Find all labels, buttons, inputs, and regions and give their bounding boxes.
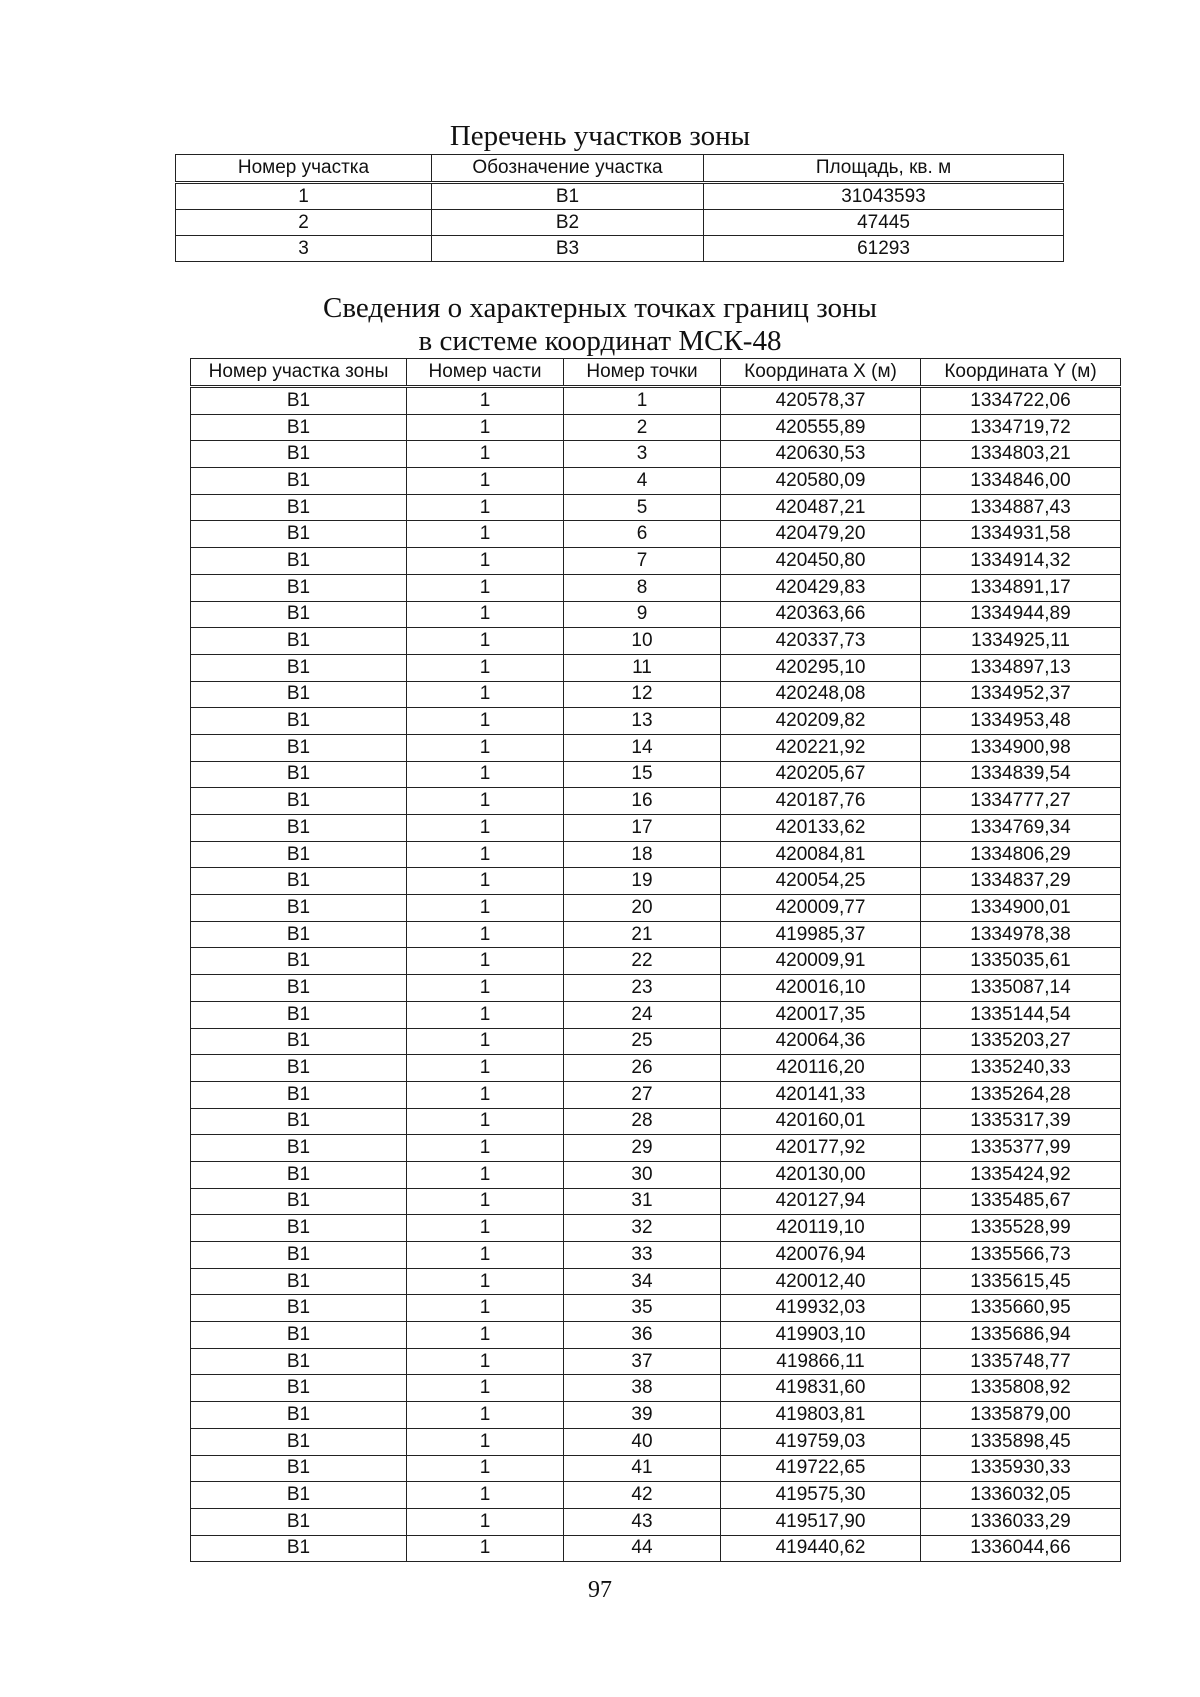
table-cell: 1335485,67 <box>921 1188 1121 1215</box>
points-table-row <box>191 1188 1121 1215</box>
table-cell: В1 <box>191 387 407 415</box>
table-cell: В1 <box>191 868 407 895</box>
points-table-row <box>191 1001 1121 1028</box>
table-cell: 1335087,14 <box>921 975 1121 1002</box>
table-cell: 420578,37 <box>721 387 921 415</box>
points-table-row <box>191 868 1121 895</box>
plots-table <box>175 154 1064 262</box>
table-cell: 420555,89 <box>721 414 921 441</box>
table-cell: 1 <box>407 548 564 575</box>
table-cell: 420009,77 <box>721 895 921 922</box>
table-cell: В1 <box>191 1242 407 1269</box>
table-cell: В1 <box>191 734 407 761</box>
points-table-row <box>191 521 1121 548</box>
table-cell: 420487,21 <box>721 494 921 521</box>
table-cell: 1335377,99 <box>921 1135 1121 1162</box>
points-header-cell: Номер части <box>407 359 564 387</box>
points-table-row <box>191 548 1121 575</box>
table-cell: 420450,80 <box>721 548 921 575</box>
points-table-row <box>191 921 1121 948</box>
table-cell: 1 <box>407 841 564 868</box>
table-cell: В1 <box>191 574 407 601</box>
points-table-row <box>191 841 1121 868</box>
table-cell: 420054,25 <box>721 868 921 895</box>
table-cell: 28 <box>564 1108 721 1135</box>
table-cell: 1334837,29 <box>921 868 1121 895</box>
table-cell: 11 <box>564 654 721 681</box>
table-cell: 19 <box>564 868 721 895</box>
table-cell: 1 <box>407 521 564 548</box>
table-cell: 17 <box>564 815 721 842</box>
points-table-row <box>191 975 1121 1002</box>
table-cell: 1 <box>407 868 564 895</box>
table-cell: В1 <box>191 1108 407 1135</box>
table-cell: 1334978,38 <box>921 921 1121 948</box>
points-table-row <box>191 1268 1121 1295</box>
table-cell: 1 <box>407 1055 564 1082</box>
table-cell: В3 <box>432 236 704 262</box>
table-cell: 38 <box>564 1375 721 1402</box>
table-cell: 420064,36 <box>721 1028 921 1055</box>
table-cell: 1334887,43 <box>921 494 1121 521</box>
points-header-cell: Координата X (м) <box>721 359 921 387</box>
table-cell: В1 <box>191 761 407 788</box>
table-cell: 16 <box>564 788 721 815</box>
table-cell: 24 <box>564 1001 721 1028</box>
table-cell: 26 <box>564 1055 721 1082</box>
points-table-row <box>191 1455 1121 1482</box>
points-table <box>190 358 1121 1562</box>
table-cell: 420084,81 <box>721 841 921 868</box>
table-cell: 31043593 <box>704 183 1064 210</box>
table-cell: 1336032,05 <box>921 1482 1121 1509</box>
table-cell: 1334806,29 <box>921 841 1121 868</box>
table-cell: 1335808,92 <box>921 1375 1121 1402</box>
table-cell: 1 <box>407 1455 564 1482</box>
table-cell: 1336044,66 <box>921 1535 1121 1562</box>
table-cell: В1 <box>191 1295 407 1322</box>
table-cell: 1 <box>407 574 564 601</box>
table-cell: 1 <box>407 654 564 681</box>
table-cell: 1335566,73 <box>921 1242 1121 1269</box>
table-cell: 1 <box>407 975 564 1002</box>
table-cell: В1 <box>191 948 407 975</box>
table-cell: 1 <box>407 1402 564 1429</box>
table-cell: 420116,20 <box>721 1055 921 1082</box>
table-cell: В1 <box>191 681 407 708</box>
table-cell: 420363,66 <box>721 601 921 628</box>
table-cell: 420016,10 <box>721 975 921 1002</box>
table-cell: 419759,03 <box>721 1428 921 1455</box>
points-table-row <box>191 387 1121 415</box>
table-cell: 1335203,27 <box>921 1028 1121 1055</box>
table-cell: 1334931,58 <box>921 521 1121 548</box>
table-cell: 7 <box>564 548 721 575</box>
table-cell: В1 <box>191 1482 407 1509</box>
table-cell: 1 <box>407 1188 564 1215</box>
table-cell: 1 <box>407 761 564 788</box>
table-cell: 1 <box>407 815 564 842</box>
points-table-row <box>191 1482 1121 1509</box>
table-cell: 1 <box>407 1161 564 1188</box>
table-cell: 8 <box>564 574 721 601</box>
table-cell: В1 <box>191 895 407 922</box>
table-cell: 1335424,92 <box>921 1161 1121 1188</box>
points-title-line2: в системе координат МСК-48 <box>418 325 782 357</box>
table-cell: 1 <box>407 1535 564 1562</box>
table-cell: В1 <box>191 815 407 842</box>
points-table-row <box>191 1081 1121 1108</box>
table-cell: 14 <box>564 734 721 761</box>
points-table-row <box>191 1242 1121 1269</box>
table-cell: 1 <box>407 1322 564 1349</box>
table-cell: 2 <box>176 210 432 236</box>
table-cell: 1 <box>407 628 564 655</box>
table-cell: 15 <box>564 761 721 788</box>
table-cell: 420337,73 <box>721 628 921 655</box>
table-cell: 42 <box>564 1482 721 1509</box>
table-cell: В1 <box>191 1188 407 1215</box>
table-cell: 419903,10 <box>721 1322 921 1349</box>
table-cell: 1335930,33 <box>921 1455 1121 1482</box>
table-cell: 1335660,95 <box>921 1295 1121 1322</box>
table-cell: 420479,20 <box>721 521 921 548</box>
table-cell: 1 <box>407 1428 564 1455</box>
table-cell: В1 <box>191 494 407 521</box>
table-cell: 420009,91 <box>721 948 921 975</box>
points-table-row <box>191 788 1121 815</box>
table-cell: 1336033,29 <box>921 1508 1121 1535</box>
table-cell: 43 <box>564 1508 721 1535</box>
table-cell: 420221,92 <box>721 734 921 761</box>
table-cell: 1334900,98 <box>921 734 1121 761</box>
table-cell: 1 <box>407 1375 564 1402</box>
points-table-row <box>191 494 1121 521</box>
points-table-row <box>191 654 1121 681</box>
table-cell: 31 <box>564 1188 721 1215</box>
table-cell: 37 <box>564 1348 721 1375</box>
table-cell: 33 <box>564 1242 721 1269</box>
table-cell: 1 <box>407 387 564 415</box>
table-cell: 1334719,72 <box>921 414 1121 441</box>
table-cell: 420119,10 <box>721 1215 921 1242</box>
table-cell: В1 <box>191 1322 407 1349</box>
table-cell: 1334846,00 <box>921 468 1121 495</box>
table-cell: 1334891,17 <box>921 574 1121 601</box>
plots-header-cell: Обозначение участка <box>432 155 704 183</box>
table-cell: 419575,30 <box>721 1482 921 1509</box>
points-table-row <box>191 1375 1121 1402</box>
table-cell: 1334944,89 <box>921 601 1121 628</box>
table-cell: 47445 <box>704 210 1064 236</box>
table-cell: 1335317,39 <box>921 1108 1121 1135</box>
table-cell: В1 <box>191 1268 407 1295</box>
points-table-row <box>191 1135 1121 1162</box>
points-table-row <box>191 1215 1121 1242</box>
table-cell: 420580,09 <box>721 468 921 495</box>
table-cell: 1334777,27 <box>921 788 1121 815</box>
table-cell: 36 <box>564 1322 721 1349</box>
points-table-row <box>191 1295 1121 1322</box>
points-table-body <box>191 387 1121 1562</box>
table-cell: 1 <box>407 1028 564 1055</box>
table-cell: 10 <box>564 628 721 655</box>
table-cell: В1 <box>191 921 407 948</box>
table-cell: 420076,94 <box>721 1242 921 1269</box>
table-cell: 419440,62 <box>721 1535 921 1562</box>
points-table-row <box>191 1161 1121 1188</box>
table-cell: 420127,94 <box>721 1188 921 1215</box>
points-header-cell: Номер участка зоны <box>191 359 407 387</box>
table-cell: 420187,76 <box>721 788 921 815</box>
table-cell: 41 <box>564 1455 721 1482</box>
table-cell: В1 <box>191 1535 407 1562</box>
table-cell: 1 <box>407 1135 564 1162</box>
table-cell: 419831,60 <box>721 1375 921 1402</box>
table-cell: 1 <box>407 1268 564 1295</box>
table-cell: В1 <box>191 1001 407 1028</box>
points-table-row <box>191 1055 1121 1082</box>
points-table-row <box>191 441 1121 468</box>
plots-table-row <box>176 210 1064 236</box>
table-cell: 420160,01 <box>721 1108 921 1135</box>
table-cell: 29 <box>564 1135 721 1162</box>
table-cell: В1 <box>191 1135 407 1162</box>
table-cell: 1334914,32 <box>921 548 1121 575</box>
points-table-row <box>191 1402 1121 1429</box>
table-cell: 39 <box>564 1402 721 1429</box>
plots-table-body <box>176 183 1064 262</box>
table-cell: 1335528,99 <box>921 1215 1121 1242</box>
table-cell: 1 <box>407 1348 564 1375</box>
table-cell: В1 <box>191 1348 407 1375</box>
table-cell: 18 <box>564 841 721 868</box>
table-cell: 420017,35 <box>721 1001 921 1028</box>
table-cell: В1 <box>191 1081 407 1108</box>
table-cell: 1 <box>407 948 564 975</box>
table-cell: В1 <box>191 1028 407 1055</box>
table-cell: 12 <box>564 681 721 708</box>
table-cell: 1335615,45 <box>921 1268 1121 1295</box>
table-cell: 1335240,33 <box>921 1055 1121 1082</box>
table-cell: В1 <box>191 975 407 1002</box>
table-cell: 420248,08 <box>721 681 921 708</box>
table-cell: В1 <box>191 1161 407 1188</box>
points-table-row <box>191 815 1121 842</box>
table-cell: В1 <box>191 1215 407 1242</box>
table-cell: 1335879,00 <box>921 1402 1121 1429</box>
table-cell: 21 <box>564 921 721 948</box>
points-table-row <box>191 1428 1121 1455</box>
table-cell: В2 <box>432 210 704 236</box>
table-cell: 1335898,45 <box>921 1428 1121 1455</box>
table-cell: 420177,92 <box>721 1135 921 1162</box>
plots-table-header-row <box>176 155 1064 183</box>
table-cell: В1 <box>191 1428 407 1455</box>
table-cell: 4 <box>564 468 721 495</box>
table-cell: 1335035,61 <box>921 948 1121 975</box>
table-cell: В1 <box>191 841 407 868</box>
table-cell: В1 <box>432 183 704 210</box>
table-cell: 420205,67 <box>721 761 921 788</box>
table-cell: 419517,90 <box>721 1508 921 1535</box>
points-title-line1: Сведения о характерных точках границ зоны <box>323 292 877 324</box>
table-cell: В1 <box>191 1508 407 1535</box>
table-cell: 1 <box>407 788 564 815</box>
table-cell: 44 <box>564 1535 721 1562</box>
table-cell: 1 <box>407 1215 564 1242</box>
table-cell: В1 <box>191 1402 407 1429</box>
table-cell: 1 <box>407 601 564 628</box>
points-table-row <box>191 1108 1121 1135</box>
table-cell: 420141,33 <box>721 1081 921 1108</box>
table-cell: 1 <box>564 387 721 415</box>
table-cell: 1 <box>407 494 564 521</box>
points-table-row <box>191 681 1121 708</box>
table-cell: 1 <box>407 1295 564 1322</box>
table-cell: В1 <box>191 708 407 735</box>
table-cell: 1335264,28 <box>921 1081 1121 1108</box>
table-cell: 5 <box>564 494 721 521</box>
table-cell: 420012,40 <box>721 1268 921 1295</box>
table-cell: 1335144,54 <box>921 1001 1121 1028</box>
table-cell: 1 <box>407 1482 564 1509</box>
table-cell: В1 <box>191 654 407 681</box>
table-cell: 9 <box>564 601 721 628</box>
table-cell: 1 <box>407 1001 564 1028</box>
table-cell: 32 <box>564 1215 721 1242</box>
table-cell: 1 <box>407 734 564 761</box>
table-cell: 1 <box>407 468 564 495</box>
points-table-row <box>191 1322 1121 1349</box>
table-cell: 1334953,48 <box>921 708 1121 735</box>
table-cell: 420133,62 <box>721 815 921 842</box>
table-cell: 1335686,94 <box>921 1322 1121 1349</box>
table-cell: 420630,53 <box>721 441 921 468</box>
table-cell: 40 <box>564 1428 721 1455</box>
points-table-header-row <box>191 359 1121 387</box>
table-cell: 61293 <box>704 236 1064 262</box>
points-table-row <box>191 628 1121 655</box>
table-cell: 1334769,34 <box>921 815 1121 842</box>
points-table-row <box>191 708 1121 735</box>
points-table-row <box>191 895 1121 922</box>
table-cell: 3 <box>564 441 721 468</box>
table-cell: 1 <box>407 921 564 948</box>
table-cell: В1 <box>191 521 407 548</box>
table-cell: 27 <box>564 1081 721 1108</box>
table-cell: 419722,65 <box>721 1455 921 1482</box>
plots-table-row <box>176 236 1064 262</box>
points-table-row <box>191 414 1121 441</box>
table-cell: 1 <box>407 1508 564 1535</box>
table-cell: 1334900,01 <box>921 895 1121 922</box>
table-cell: В1 <box>191 468 407 495</box>
table-cell: 1 <box>407 708 564 735</box>
plots-title: Перечень участков зоны <box>449 120 751 152</box>
table-cell: 1 <box>407 441 564 468</box>
points-table-row <box>191 1348 1121 1375</box>
table-cell: 1 <box>407 1081 564 1108</box>
points-table-row <box>191 734 1121 761</box>
points-table-row <box>191 601 1121 628</box>
table-cell: 1 <box>407 414 564 441</box>
table-cell: 1334897,13 <box>921 654 1121 681</box>
table-cell: 25 <box>564 1028 721 1055</box>
table-cell: В1 <box>191 1455 407 1482</box>
table-cell: 1 <box>407 681 564 708</box>
table-cell: 1335748,77 <box>921 1348 1121 1375</box>
table-cell: 35 <box>564 1295 721 1322</box>
table-cell: 6 <box>564 521 721 548</box>
points-table-row <box>191 574 1121 601</box>
table-cell: В1 <box>191 548 407 575</box>
table-cell: В1 <box>191 628 407 655</box>
table-cell: В1 <box>191 1055 407 1082</box>
table-cell: 419803,81 <box>721 1402 921 1429</box>
points-table-row <box>191 948 1121 975</box>
table-cell: 1334803,21 <box>921 441 1121 468</box>
table-cell: 419932,03 <box>721 1295 921 1322</box>
plots-header-cell: Площадь, кв. м <box>704 155 1064 183</box>
table-cell: 1 <box>407 1108 564 1135</box>
table-cell: 3 <box>176 236 432 262</box>
points-header-cell: Номер точки <box>564 359 721 387</box>
table-cell: 2 <box>564 414 721 441</box>
plots-header-cell: Номер участка <box>176 155 432 183</box>
table-cell: 420429,83 <box>721 574 921 601</box>
table-cell: 1 <box>176 183 432 210</box>
page-number: 97 <box>588 1577 612 1603</box>
table-cell: В1 <box>191 601 407 628</box>
table-cell: 420130,00 <box>721 1161 921 1188</box>
points-table-row <box>191 1508 1121 1535</box>
plots-table-row <box>176 183 1064 210</box>
table-cell: 1334952,37 <box>921 681 1121 708</box>
table-cell: 1 <box>407 1242 564 1269</box>
points-table-row <box>191 761 1121 788</box>
table-cell: 34 <box>564 1268 721 1295</box>
table-cell: 1334839,54 <box>921 761 1121 788</box>
table-cell: 22 <box>564 948 721 975</box>
table-cell: 1 <box>407 895 564 922</box>
table-cell: В1 <box>191 788 407 815</box>
table-cell: 23 <box>564 975 721 1002</box>
points-header-cell: Координата Y (м) <box>921 359 1121 387</box>
points-table-row <box>191 1535 1121 1562</box>
points-table-row <box>191 468 1121 495</box>
table-cell: 20 <box>564 895 721 922</box>
table-cell: 13 <box>564 708 721 735</box>
points-table-row <box>191 1028 1121 1055</box>
table-cell: 1334925,11 <box>921 628 1121 655</box>
table-cell: В1 <box>191 441 407 468</box>
table-cell: В1 <box>191 1375 407 1402</box>
table-cell: 420209,82 <box>721 708 921 735</box>
table-cell: 1334722,06 <box>921 387 1121 415</box>
table-cell: 420295,10 <box>721 654 921 681</box>
table-cell: 30 <box>564 1161 721 1188</box>
table-cell: 419866,11 <box>721 1348 921 1375</box>
table-cell: 419985,37 <box>721 921 921 948</box>
table-cell: В1 <box>191 414 407 441</box>
